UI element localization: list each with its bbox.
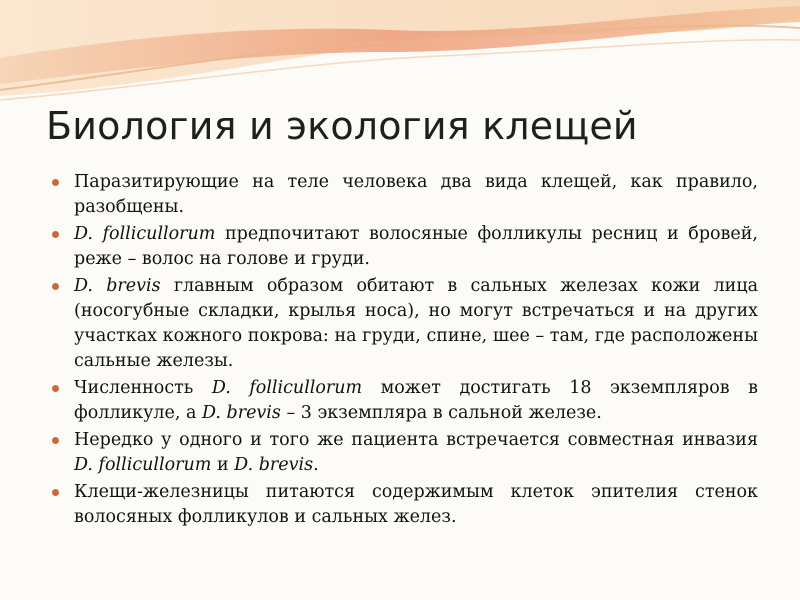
species-name: D. brevis	[74, 276, 161, 296]
bullet-text: главным образом обитают в сальных железах кожи лица (носогубные складки, крылья носа), но могут встречаться и на других участках кожного покрова: на груди, спине, шее – там, где расположены сальные железы.	[74, 276, 759, 371]
bullet-text: может достигать 18 экземпляров в фолликуле, а	[74, 378, 758, 423]
bullet-dot-icon	[52, 283, 59, 290]
bullet-dot-icon	[52, 231, 59, 238]
bullet-item	[44, 376, 758, 426]
bullet-text: – 3 экземпляра в сальной железе.	[280, 403, 602, 423]
bullet-item	[44, 170, 758, 220]
bullet-text: Нередко у одного и того же пациента встречается совместная инвазия	[74, 430, 758, 450]
bullet-item	[44, 480, 758, 530]
bullet-dot-icon	[52, 179, 59, 186]
bullet-item	[44, 222, 758, 272]
species-name: D. follicullorum	[74, 455, 212, 475]
bullet-text: .	[313, 455, 319, 475]
bullet-list	[44, 170, 758, 532]
bullet-text: Клещи-железницы питаются содержимым клеток эпителия стенок волосяных фолликулов и сальных желез.	[74, 482, 758, 527]
bullet-dot-icon	[52, 489, 59, 496]
bullet-text: Численность	[74, 378, 212, 398]
slide-title: Биология и экология клещей	[46, 104, 638, 148]
bullet-dot-icon	[52, 385, 59, 392]
species-name: D. brevis	[234, 455, 314, 475]
header-wave-decoration	[0, 0, 800, 120]
bullet-text: предпочитают волосяные фолликулы ресниц и бровей, реже – волос на голове и груди.	[74, 224, 758, 269]
bullet-dot-icon	[52, 437, 59, 444]
bullet-text: Паразитирующие на теле человека два вида клещей, как правило, разобщены.	[74, 172, 758, 217]
bullet-item	[44, 274, 758, 374]
bullet-text: и	[211, 455, 235, 475]
bullet-item	[44, 428, 758, 478]
species-name: D. follicullorum	[74, 224, 216, 244]
species-name: D. follicullorum	[211, 378, 363, 398]
species-name: D. brevis	[201, 403, 281, 423]
